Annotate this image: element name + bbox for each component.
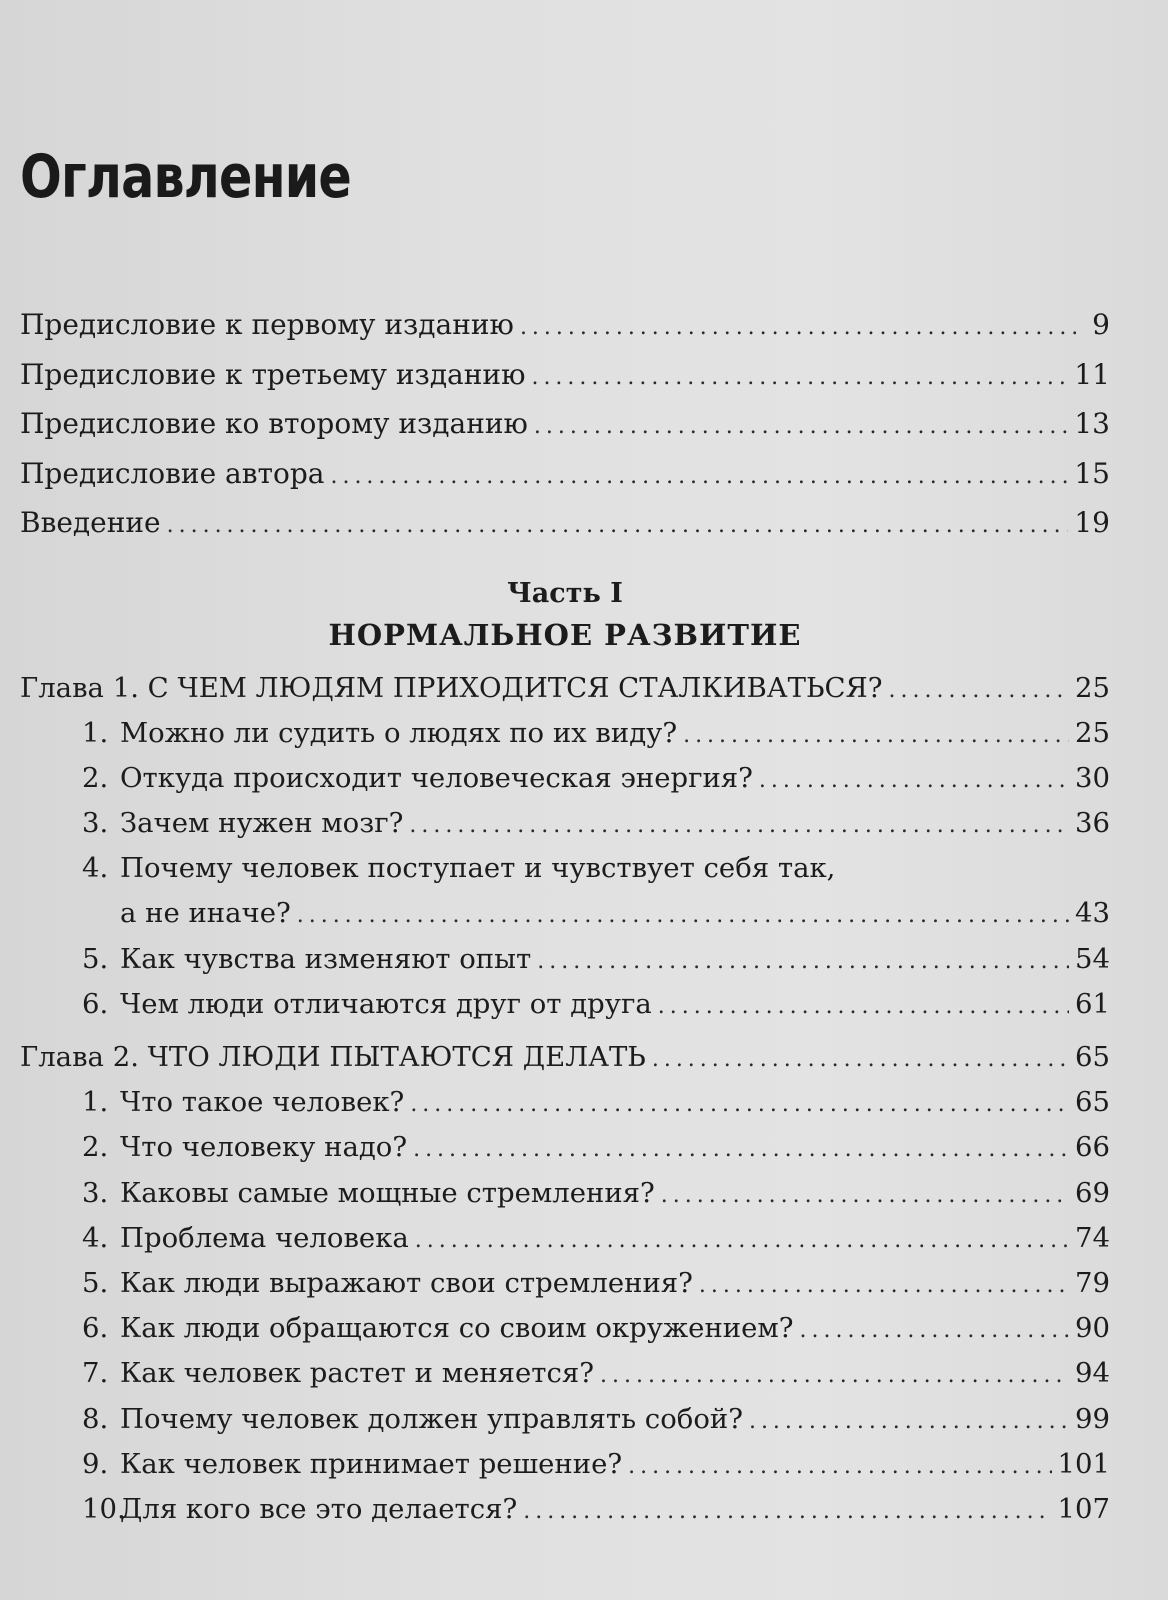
dot-leader <box>537 939 1069 984</box>
section-entry <box>20 1487 1110 1532</box>
dot-leader <box>889 668 1069 713</box>
section-label: Каковы самые мощные стремления? <box>120 1176 655 1209</box>
section-page-number: 66 <box>1075 1131 1110 1164</box>
toc-entry <box>20 300 1110 350</box>
dot-leader <box>413 1127 1069 1172</box>
dot-leader <box>749 1399 1069 1444</box>
section-label: Для кого все это делается? <box>120 1492 518 1525</box>
section-label: Что человеку надо? <box>120 1131 408 1164</box>
dot-leader <box>658 984 1069 1029</box>
section-label: Как чувства изменяют опыт <box>120 942 532 975</box>
section-label: Откуда происходит человеческая энергия? <box>120 761 753 794</box>
entry-label: Предисловие к третьему изданию <box>20 357 526 391</box>
section-number: 4. <box>82 852 109 885</box>
section-entry <box>20 1125 1110 1170</box>
dot-leader <box>330 452 1068 502</box>
section-page-number: 54 <box>1075 942 1110 975</box>
entry-page-number: 11 <box>1074 357 1110 391</box>
toc-entry <box>20 350 1110 400</box>
entry-page-number: 13 <box>1074 407 1110 440</box>
section-label: Почему человек поступает и чувствует себя так, <box>120 852 836 885</box>
section-entry <box>20 1306 1110 1351</box>
section-page-number: 99 <box>1075 1402 1110 1435</box>
chapter-label: Глава 1. С ЧЕМ ЛЮДЯМ ПРИХОДИТСЯ СТАЛКИВАТЬСЯ? <box>20 671 883 704</box>
section-number: 9. <box>82 1447 109 1480</box>
section-number: 8. <box>82 1402 109 1435</box>
part-title: НОРМАЛЬНОЕ РАЗВИТИЕ <box>328 617 802 652</box>
chapter-page-number: 25 <box>1075 671 1110 704</box>
section-number: 7. <box>82 1357 109 1390</box>
section-entry <box>20 846 1110 891</box>
chapter-label: Глава 2. ЧТО ЛЮДИ ПЫТАЮТСЯ ДЕЛАТЬ <box>20 1041 646 1073</box>
dot-leader <box>600 1353 1069 1398</box>
dot-leader <box>520 303 1076 353</box>
section-number: 3. <box>82 807 109 840</box>
section-page-number: 94 <box>1075 1357 1110 1390</box>
entry-page-number: 15 <box>1074 456 1110 490</box>
dot-leader <box>699 1263 1069 1308</box>
section-label: Проблема человека <box>120 1221 409 1254</box>
section-number: 1. <box>82 716 109 749</box>
section-entry <box>20 1171 1110 1216</box>
dot-leader <box>683 713 1069 758</box>
section-label: Можно ли судить о людях по их виду? <box>120 716 678 749</box>
section-page-number: 65 <box>1075 1086 1110 1119</box>
dot-leader <box>800 1308 1069 1353</box>
dot-leader <box>409 803 1069 848</box>
section-number: 10. <box>82 1492 126 1525</box>
section-page-number: 74 <box>1075 1221 1110 1254</box>
section-page-number: 36 <box>1075 807 1110 840</box>
section-label: Что такое человек? <box>120 1086 405 1119</box>
section-label-continuation: а не иначе? <box>120 897 291 930</box>
dot-leader <box>167 501 1069 551</box>
entry-label: Предисловие к первому изданию <box>20 308 514 341</box>
section-label: Чем люди отличаются друг от друга <box>120 987 652 1020</box>
page-title: Оглавление <box>20 142 351 212</box>
section-label: Почему человек должен управлять собой? <box>120 1402 743 1435</box>
toc-entry <box>20 399 1110 449</box>
section-entry <box>20 982 1110 1027</box>
part-heading <box>20 574 1110 656</box>
section-number: 1. <box>82 1086 109 1119</box>
section-entry <box>20 1442 1110 1487</box>
dot-leader <box>410 1082 1069 1127</box>
section-number: 2. <box>82 1131 109 1164</box>
section-entry <box>20 1351 1110 1396</box>
section-page-number: 43 <box>1075 897 1110 930</box>
entry-label: Предисловие ко второму изданию <box>20 407 528 440</box>
toc-entry <box>20 498 1110 548</box>
part-number: Часть I <box>507 577 623 609</box>
section-entry <box>20 711 1110 756</box>
section-page-number: 79 <box>1075 1266 1110 1299</box>
chapter-entry <box>20 666 1110 711</box>
section-entry <box>20 1397 1110 1442</box>
dot-leader <box>531 353 1068 403</box>
entry-page-number: 19 <box>1074 506 1110 539</box>
entry-page-number: 9 <box>1092 308 1110 341</box>
chapter-entry <box>20 1035 1110 1080</box>
section-page-number: 61 <box>1075 987 1110 1020</box>
section-entry <box>20 1261 1110 1306</box>
dot-leader <box>661 1173 1069 1218</box>
table-of-contents <box>20 300 1110 1532</box>
section-entry <box>20 937 1110 982</box>
dot-leader <box>297 893 1069 938</box>
section-number: 6. <box>82 987 109 1020</box>
section-entry <box>20 1216 1110 1261</box>
section-page-number: 101 <box>1057 1447 1110 1480</box>
dot-leader <box>415 1218 1069 1263</box>
section-number: 5. <box>82 1266 109 1299</box>
dot-leader <box>628 1444 1051 1489</box>
section-label: Как люди обращаются со своим окружением? <box>120 1312 794 1345</box>
section-page-number: 30 <box>1075 761 1110 794</box>
dot-leader <box>534 402 1068 452</box>
chapter-page-number: 65 <box>1075 1041 1110 1073</box>
section-number: 4. <box>82 1221 109 1254</box>
section-page-number: 107 <box>1057 1492 1110 1525</box>
section-label: Как человек принимает решение? <box>120 1447 623 1480</box>
section-number: 5. <box>82 942 109 975</box>
dot-leader <box>759 758 1069 803</box>
section-entry <box>20 756 1110 801</box>
entry-label: Предисловие автора <box>20 456 325 490</box>
section-number: 2. <box>82 761 109 794</box>
section-entry <box>20 1080 1110 1125</box>
entry-label: Введение <box>20 506 161 539</box>
dot-leader <box>652 1037 1069 1082</box>
section-label: Как человек растет и меняется? <box>120 1357 595 1390</box>
section-number: 6. <box>82 1312 109 1345</box>
dot-leader <box>523 1489 1051 1534</box>
section-entry-continuation <box>20 891 1110 936</box>
section-page-number: 90 <box>1075 1312 1110 1345</box>
section-entry <box>20 801 1110 846</box>
section-number: 3. <box>82 1176 109 1209</box>
section-label: Как люди выражают свои стремления? <box>120 1266 693 1299</box>
section-label: Зачем нужен мозг? <box>120 807 404 840</box>
section-page-number: 69 <box>1075 1176 1110 1209</box>
toc-entry <box>20 449 1110 499</box>
section-page-number: 25 <box>1075 716 1110 749</box>
